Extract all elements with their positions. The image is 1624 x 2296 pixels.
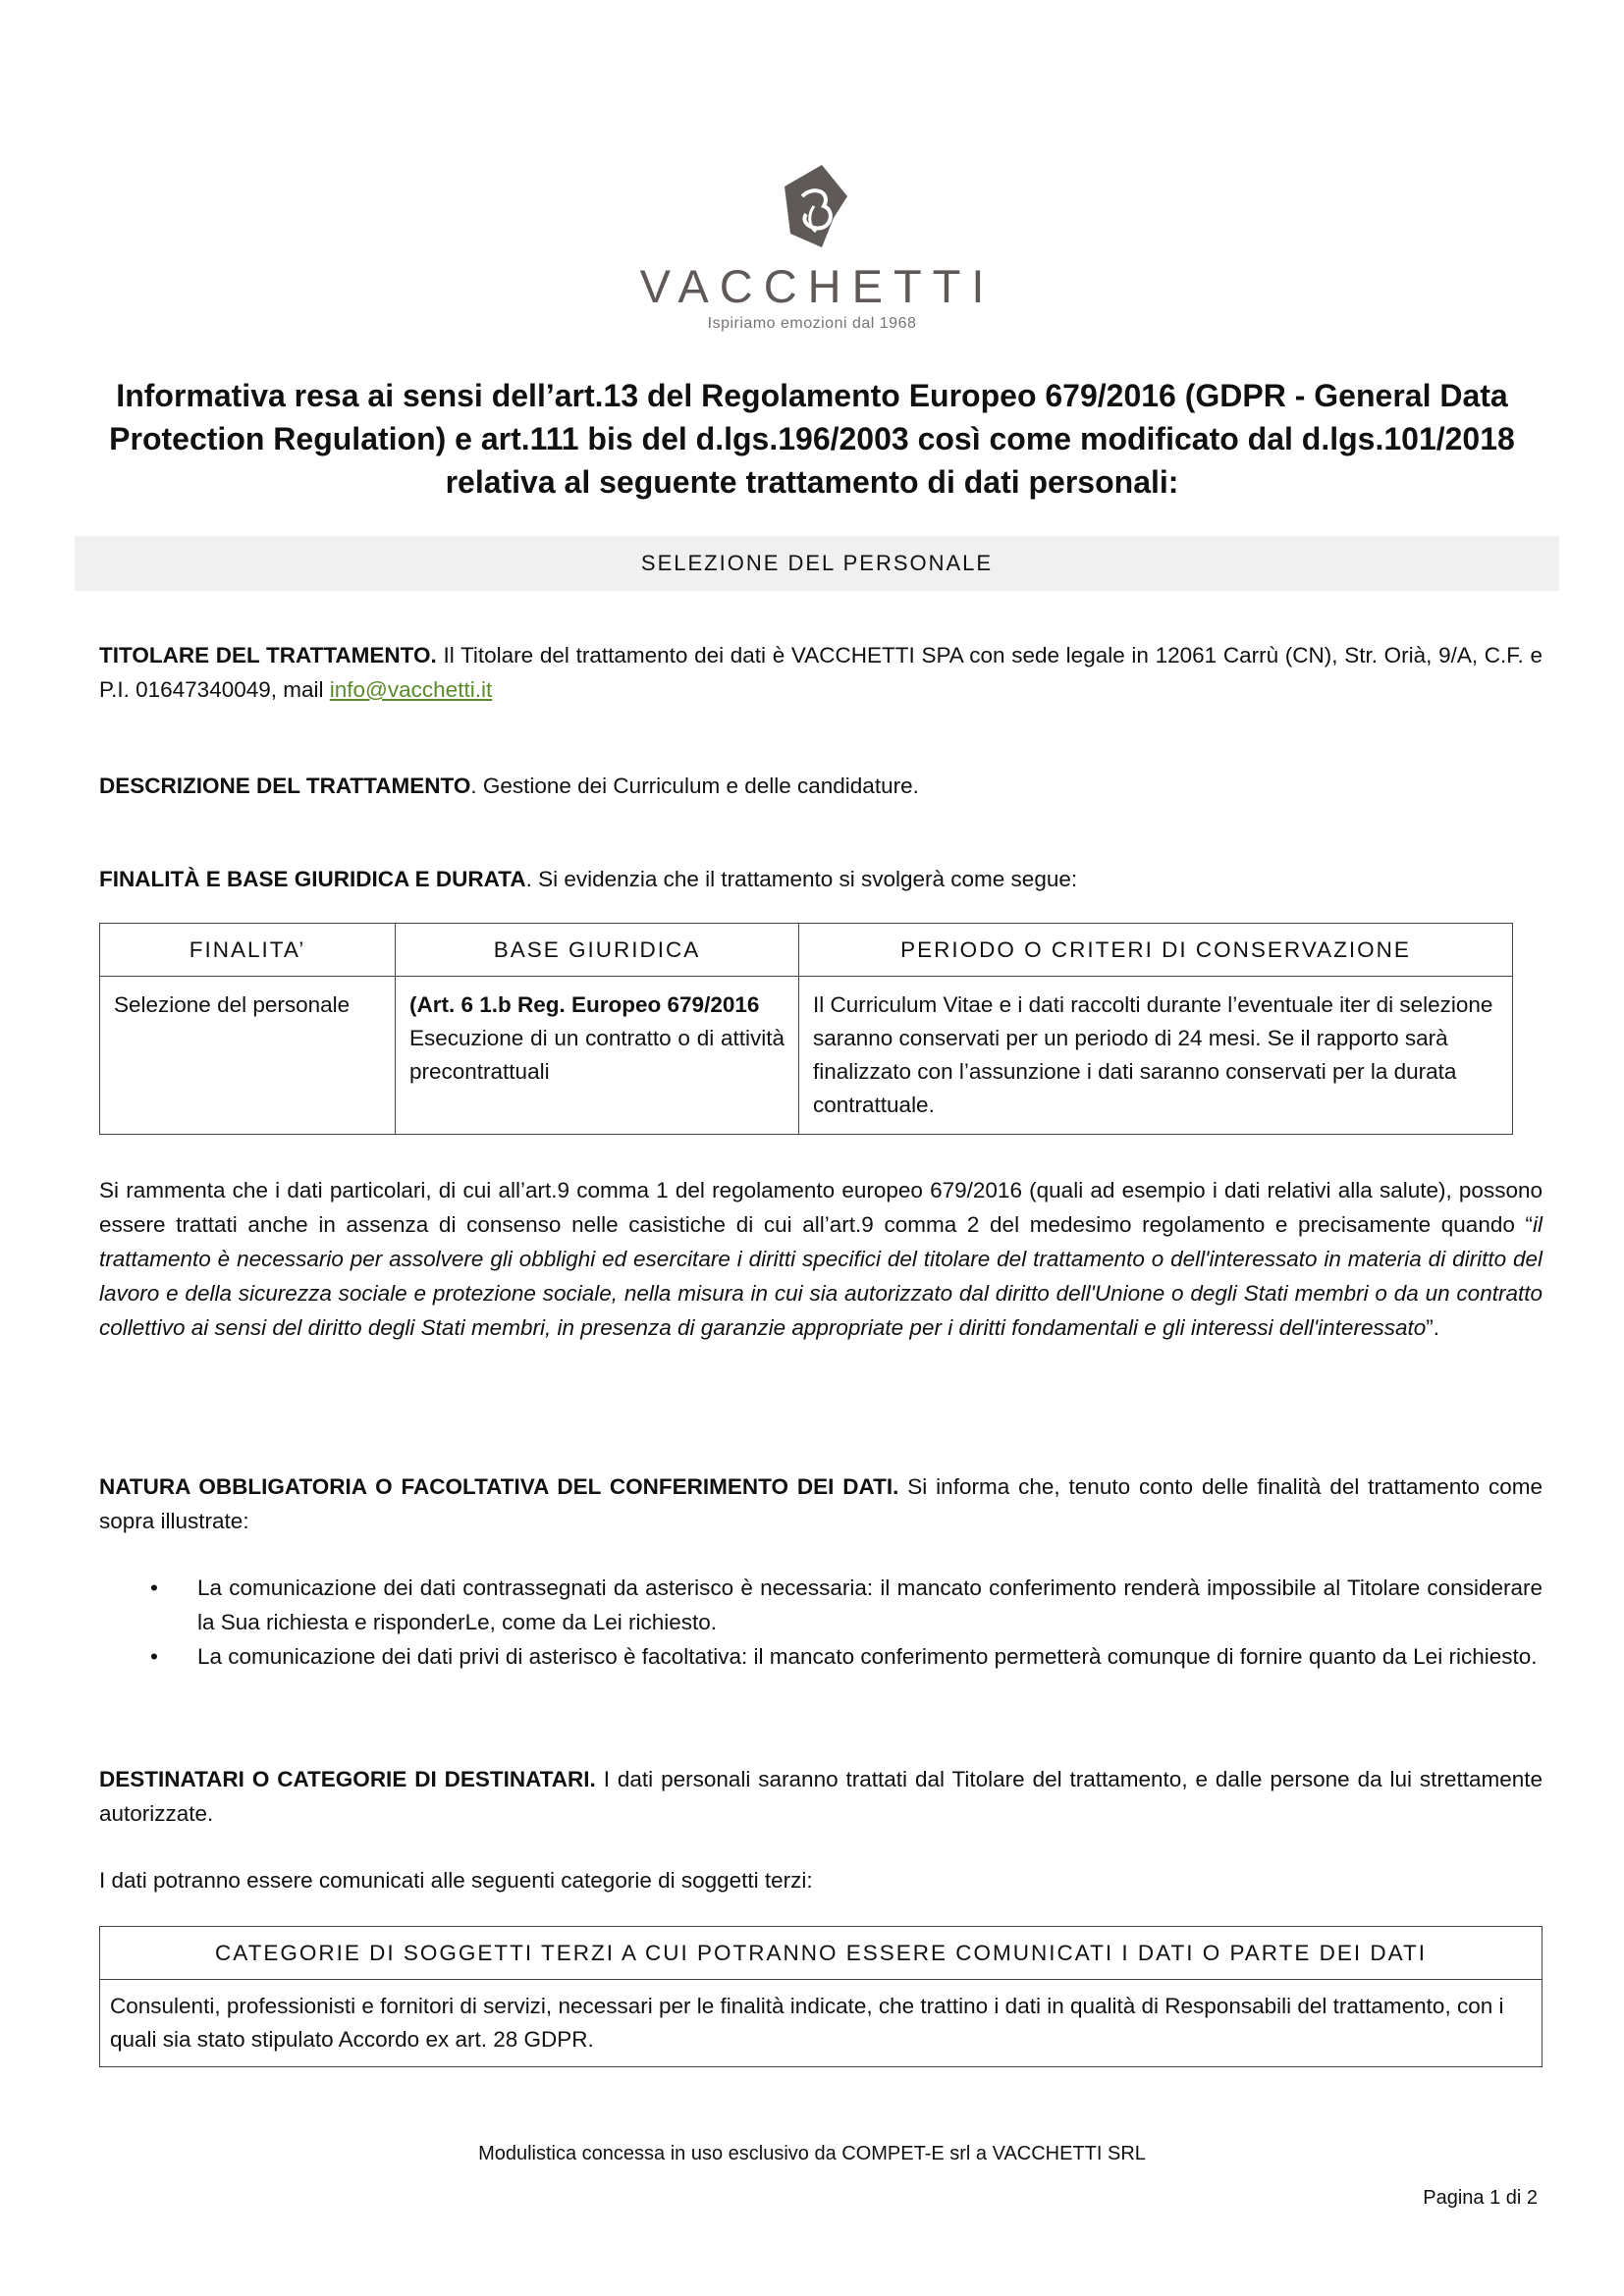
bullet-text: La comunicazione dei dati privi di asterisco è facoltativa: il mancato conferimento permetterà comunque di fornire quanto da Lei richiesto.	[197, 1644, 1538, 1669]
table-header-row	[100, 924, 1513, 977]
treatment-subject-banner: SELEZIONE DEL PERSONALE	[75, 536, 1559, 591]
finalita-heading: FINALITÀ E BASE GIURIDICA E DURATA	[99, 867, 526, 891]
particolari-end: ”.	[1426, 1315, 1439, 1340]
titolare-heading: TITOLARE DEL TRATTAMENTO.	[99, 643, 437, 667]
descrizione-section	[99, 769, 1543, 803]
titolare-text: Il Titolare del trattamento dei dati è VACCHETTI SPA con sede legale in 12061 Carrù (CN), Str. Orià, 9/A, C.F. e P.I. 01647340049, mail	[99, 643, 1543, 702]
table-row	[100, 1980, 1543, 2067]
bullet-icon: •	[150, 1644, 158, 1669]
page-number: Pagina 1 di 2	[1423, 2187, 1538, 2209]
table-header-row	[100, 1927, 1543, 1980]
cell-base-giuridica	[396, 977, 799, 1135]
categorie-header: CATEGORIE DI SOGGETTI TERZI A CUI POTRANNO ESSERE COMUNICATI I DATI O PARTE DEI DATI	[100, 1927, 1543, 1980]
finalita-text: . Si evidenzia che il trattamento si svolgerà come segue:	[525, 867, 1078, 891]
natura-heading: NATURA OBBLIGATORIA O FACOLTATIVA DEL CONFERIMENTO DEI DATI.	[99, 1474, 899, 1499]
particolari-quote: il trattamento è necessario per assolvere gli obblighi ed esercitare i diritti specifici del titolare del trattamento o dell'interessato in materia di diritto del lavoro e della sicurezza sociale e protezione sociale, nella misura in cui sia autorizzato dal diritto dell'Unione o degli Stati membri o da un contratto collettivo ai sensi del diritto degli Stati membri, in presenza di garanzie appropriate per i diritti fondamentali e gli interessi dell'interessato	[99, 1212, 1543, 1340]
finalita-section	[99, 862, 1543, 896]
email-link[interactable]: info@vacchetti.it	[329, 677, 493, 702]
title-line-1: Informativa resa ai sensi dell’art.13 del Regolamento Europeo 679/2016 (GDPR - General Data	[116, 378, 1508, 413]
natura-bullet-list	[99, 1571, 1543, 1674]
bullet-text: La comunicazione dei dati contrassegnati da asterisco è necessaria: il mancato conferimento renderà impossibile al Titolare considerare la Sua richiesta e risponderLe, come da Lei richiesto.	[197, 1575, 1543, 1634]
title-line-2: Protection Regulation) e art.111 bis del d.lgs.196/2003 così come modificato dal d.lgs.101/2018	[109, 421, 1515, 456]
title-line-3: relativa al seguente trattamento di dati personali:	[445, 464, 1179, 500]
col-finalita: FINALITA’	[100, 924, 396, 977]
table-row	[100, 977, 1513, 1135]
destinatari-intro: I dati potranno essere comunicati alle seguenti categorie di soggetti terzi:	[99, 1868, 813, 1893]
destinatari-text: I dati personali saranno trattati dal Titolare del trattamento, e dalle persone da lui strettamente autorizzate.	[99, 1767, 1543, 1826]
col-base-giuridica: BASE GIURIDICA	[396, 924, 799, 977]
brand-tagline: Ispiriamo emozioni dal 1968	[707, 315, 917, 332]
list-item	[99, 1639, 1543, 1674]
logo	[0, 157, 1624, 333]
finalita-table	[99, 923, 1513, 1135]
categorie-table	[99, 1926, 1543, 2067]
footer-note: Modulistica concessa in uso esclusivo da COMPET-E srl a VACCHETTI SRL	[478, 2143, 1146, 2164]
natura-text: Si informa che, tenuto conto delle finalità del trattamento come sopra illustrate:	[99, 1474, 1543, 1533]
dati-particolari-paragraph	[99, 1173, 1543, 1345]
cell-periodo: Il Curriculum Vitae e i dati raccolti durante l’eventuale iter di selezione saranno conservati per un periodo di 24 mesi. Se il rapporto sarà finalizzato con l’assunzione i dati saranno conservati per la durata contrattuale.	[799, 977, 1513, 1135]
destinatari-heading: DESTINATARI O CATEGORIE DI DESTINATARI.	[99, 1767, 596, 1791]
base-giuridica-text: Esecuzione di un contratto o di attività precontrattuali	[409, 1026, 785, 1084]
natura-section	[99, 1469, 1543, 1538]
destinatari-section	[99, 1762, 1543, 1831]
cell-finalita: Selezione del personale	[100, 977, 396, 1135]
list-item	[99, 1571, 1543, 1639]
vacchetti-logo-icon	[763, 157, 861, 255]
col-periodo: PERIODO O CRITERI DI CONSERVAZIONE	[799, 924, 1513, 977]
descrizione-heading: DESCRIZIONE DEL TRATTAMENTO	[99, 774, 471, 798]
document-title	[98, 374, 1526, 504]
descrizione-text: . Gestione dei Curriculum e delle candidature.	[470, 774, 919, 798]
titolare-section	[99, 638, 1543, 707]
brand-name: VACCHETTI	[639, 260, 996, 312]
base-giuridica-ref: (Art. 6 1.b Reg. Europeo 679/2016	[409, 992, 760, 1017]
particolari-text: Si rammenta che i dati particolari, di cui all’art.9 comma 1 del regolamento europeo 679/2016 (quali ad esempio i dati relativi alla salute), possono essere trattati anche in assenza di consenso nelle casistiche di cui all’art.9 comma 2 del medesimo regolamento e precisamente quando “	[99, 1178, 1543, 1237]
categorie-cell: Consulenti, professionisti e fornitori di servizi, necessari per le finalità indicate, che trattino i dati in qualità di Responsabili del trattamento, con i quali sia stato stipulato Accordo ex art. 28 GDPR.	[100, 1980, 1543, 2067]
bullet-icon: •	[150, 1575, 158, 1600]
